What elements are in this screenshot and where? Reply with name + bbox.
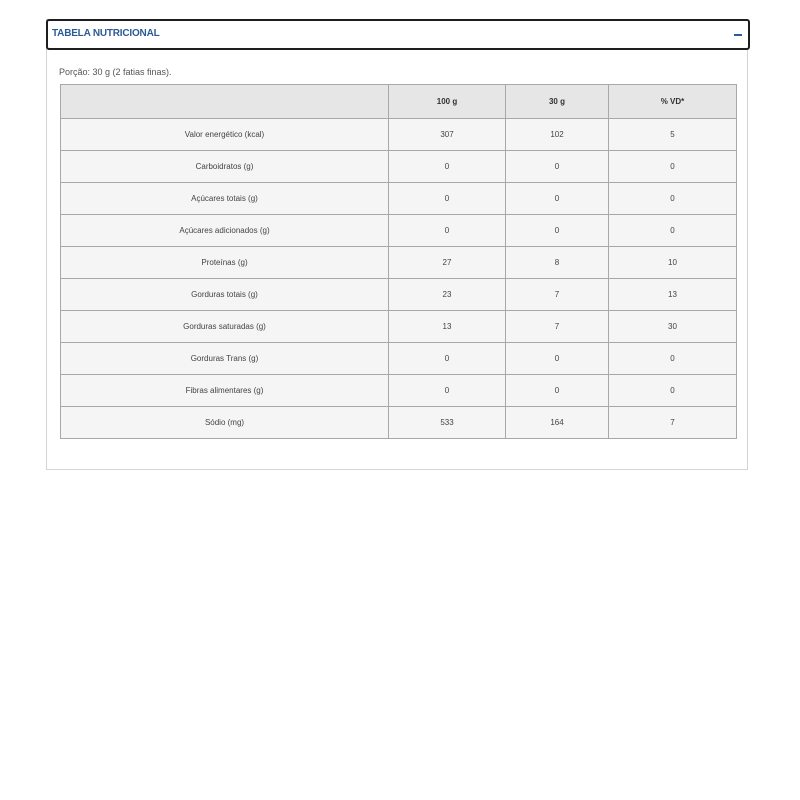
- cell-nutrient: Gorduras Trans (g): [61, 343, 389, 375]
- table-row: [61, 215, 737, 247]
- cell-30g: 0: [506, 375, 609, 407]
- cell-30g: 102: [506, 119, 609, 151]
- panel-title: TABELA NUTRICIONAL: [52, 28, 160, 39]
- cell-100g: 0: [389, 151, 506, 183]
- cell-100g: 0: [389, 183, 506, 215]
- portion-text: Porção: 30 g (2 fatias finas).: [59, 67, 172, 77]
- cell-30g: 0: [506, 151, 609, 183]
- cell-nutrient: Gorduras totais (g): [61, 279, 389, 311]
- header-vd: % VD*: [609, 85, 737, 119]
- cell-vd: 0: [609, 151, 737, 183]
- cell-vd: 0: [609, 343, 737, 375]
- cell-nutrient: Proteínas (g): [61, 247, 389, 279]
- cell-30g: 0: [506, 215, 609, 247]
- cell-30g: 8: [506, 247, 609, 279]
- cell-vd: 0: [609, 215, 737, 247]
- cell-100g: 533: [389, 407, 506, 439]
- cell-vd: 30: [609, 311, 737, 343]
- table-row: [61, 407, 737, 439]
- cell-100g: 307: [389, 119, 506, 151]
- cell-vd: 5: [609, 119, 737, 151]
- table-row: [61, 247, 737, 279]
- cell-30g: 0: [506, 183, 609, 215]
- table-row: [61, 375, 737, 407]
- cell-vd: 0: [609, 375, 737, 407]
- table-row: [61, 183, 737, 215]
- table-row: [61, 311, 737, 343]
- nutrition-table: [60, 84, 737, 439]
- cell-30g: 7: [506, 279, 609, 311]
- cell-100g: 0: [389, 375, 506, 407]
- header-30g: 30 g: [506, 85, 609, 119]
- cell-nutrient: Valor energético (kcal): [61, 119, 389, 151]
- cell-vd: 13: [609, 279, 737, 311]
- table-row: [61, 279, 737, 311]
- header-100g: 100 g: [389, 85, 506, 119]
- minus-icon[interactable]: [734, 34, 742, 36]
- cell-30g: 164: [506, 407, 609, 439]
- cell-30g: 7: [506, 311, 609, 343]
- panel-header-toggle[interactable]: [46, 19, 750, 50]
- cell-30g: 0: [506, 343, 609, 375]
- cell-vd: 10: [609, 247, 737, 279]
- cell-100g: 27: [389, 247, 506, 279]
- cell-100g: 0: [389, 215, 506, 247]
- cell-100g: 23: [389, 279, 506, 311]
- table-row: [61, 119, 737, 151]
- cell-nutrient: Sódio (mg): [61, 407, 389, 439]
- cell-nutrient: Açúcares adicionados (g): [61, 215, 389, 247]
- table-row: [61, 151, 737, 183]
- cell-nutrient: Carboidratos (g): [61, 151, 389, 183]
- table-row: [61, 343, 737, 375]
- cell-100g: 0: [389, 343, 506, 375]
- cell-100g: 13: [389, 311, 506, 343]
- cell-nutrient: Gorduras saturadas (g): [61, 311, 389, 343]
- cell-vd: 7: [609, 407, 737, 439]
- cell-vd: 0: [609, 183, 737, 215]
- cell-nutrient: Fibras alimentares (g): [61, 375, 389, 407]
- table-header-row: [61, 85, 737, 119]
- cell-nutrient: Açúcares totais (g): [61, 183, 389, 215]
- nutrition-panel: [46, 19, 748, 470]
- header-nutrient: [61, 85, 389, 119]
